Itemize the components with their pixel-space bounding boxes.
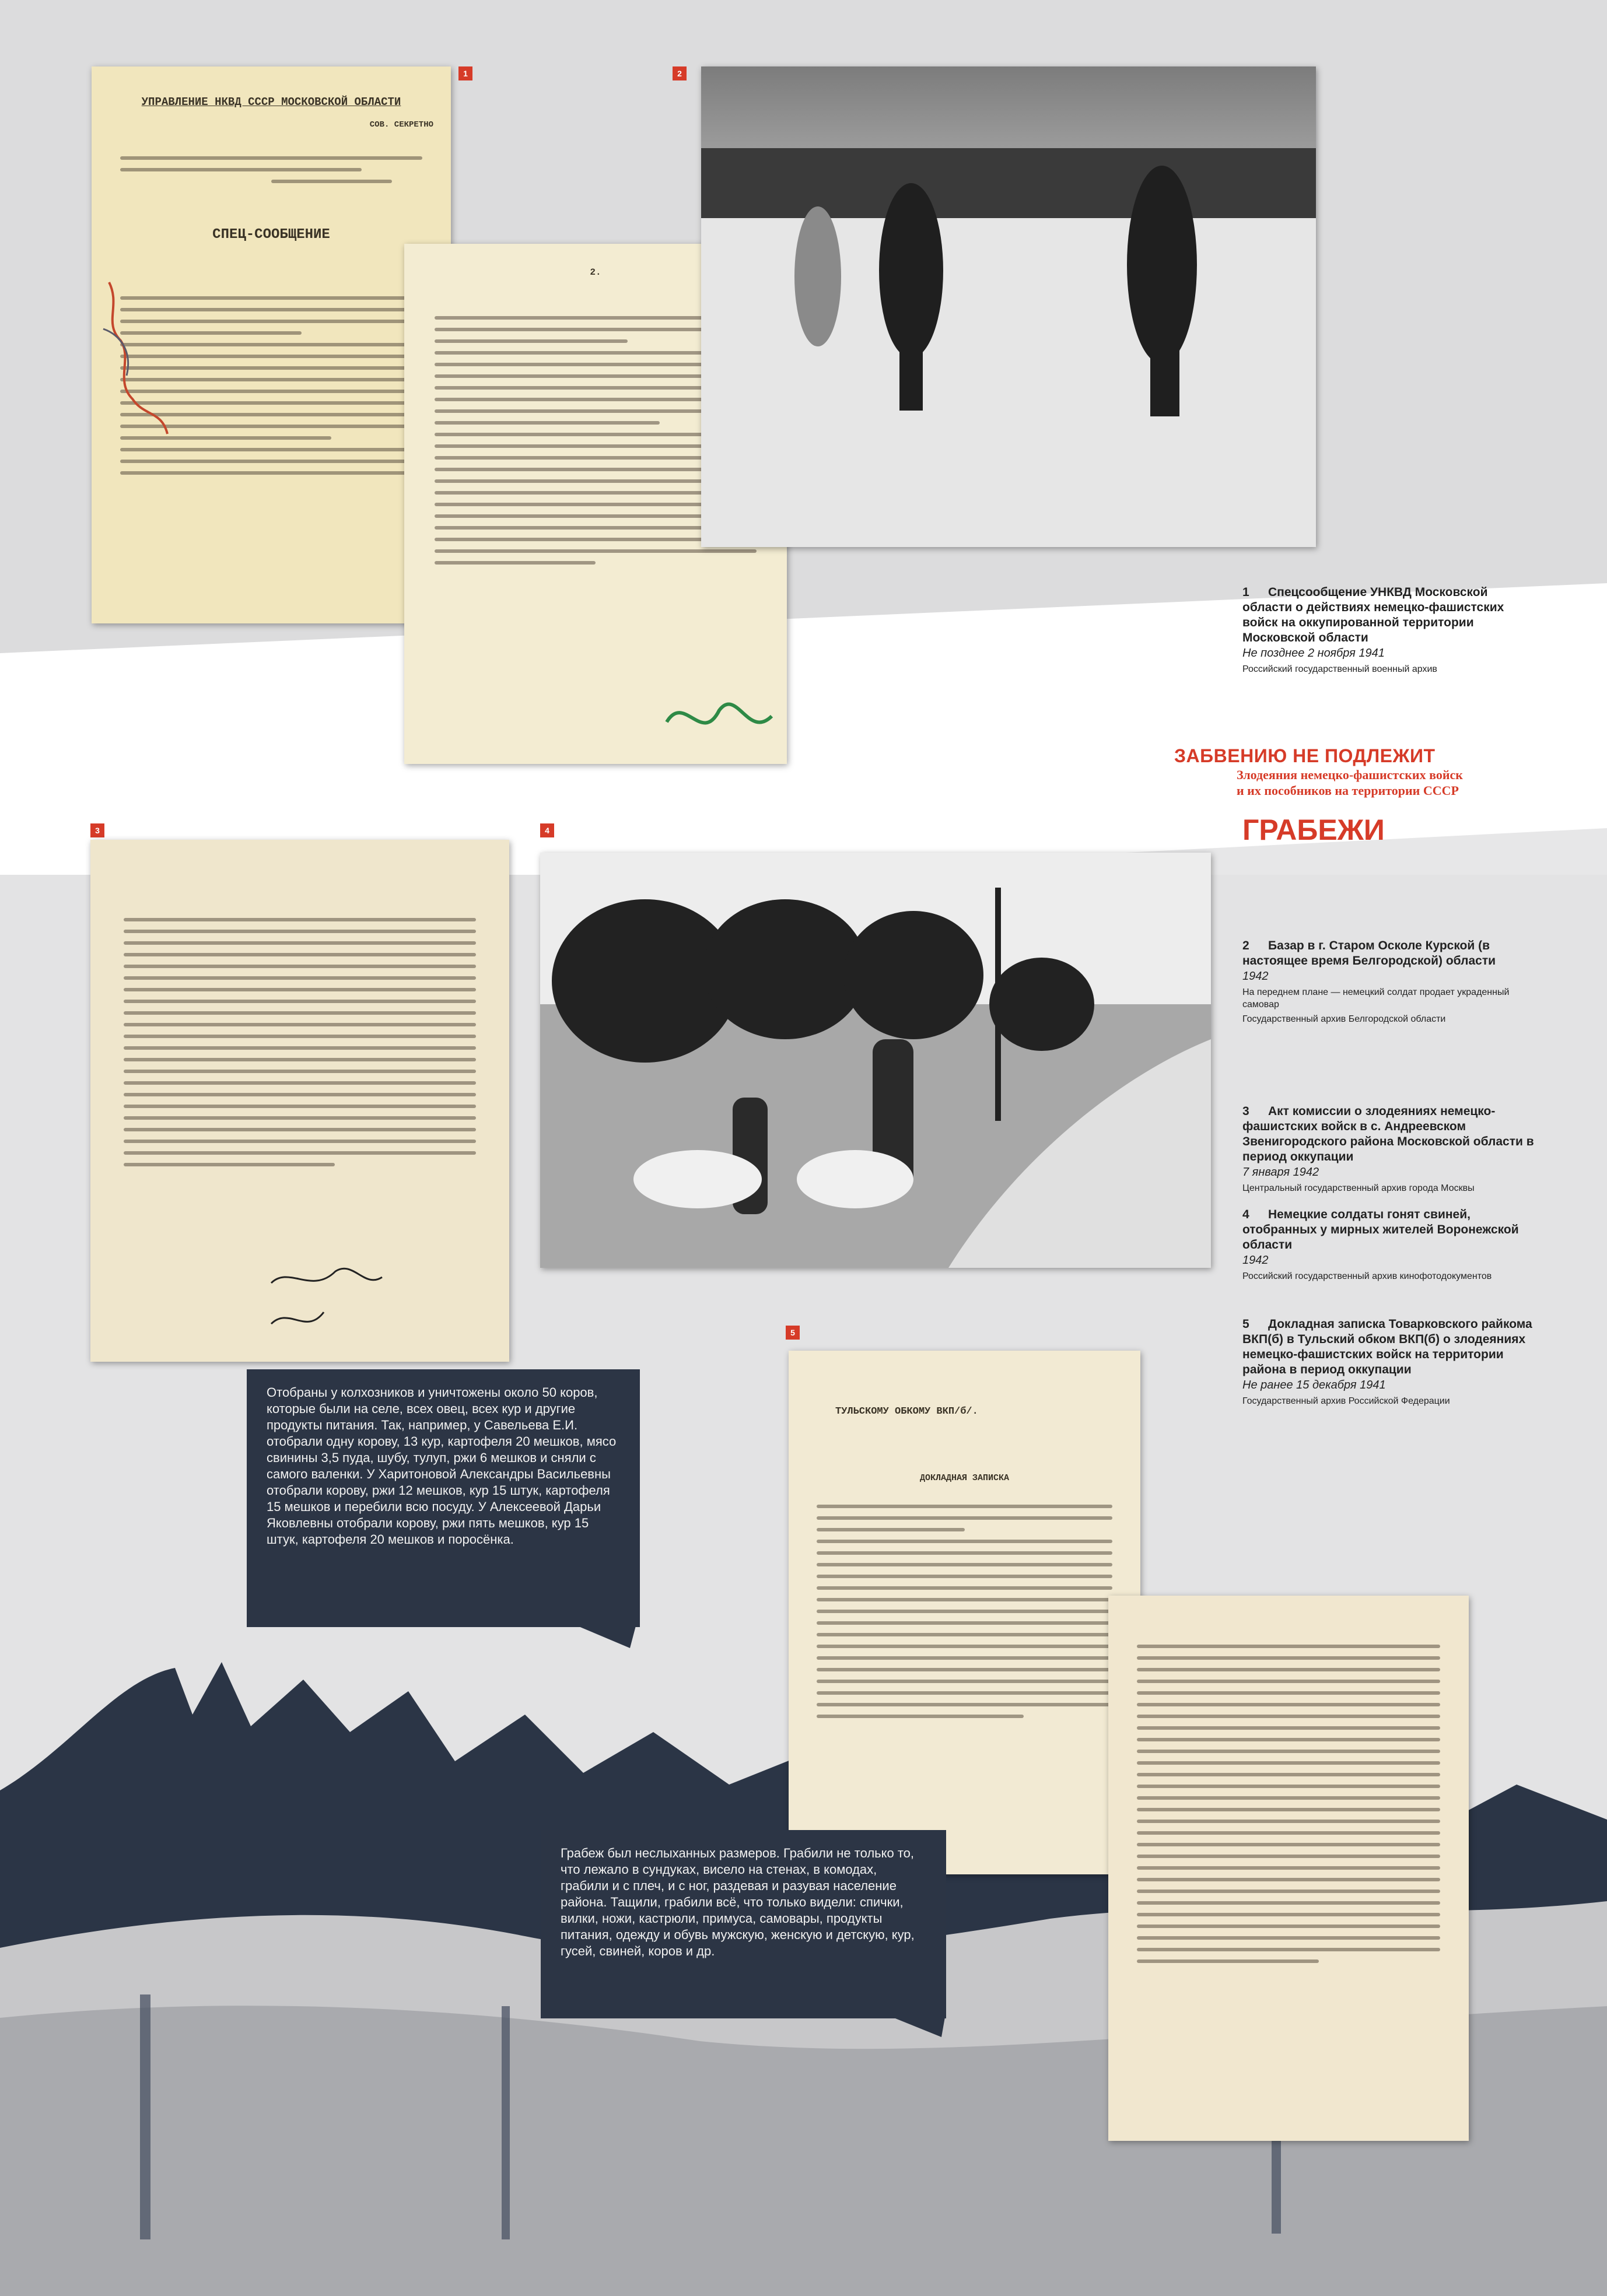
doc1-secret: СОВ. СЕКРЕТНО [369, 120, 433, 129]
caption-1-date: Не позднее 2 ноября 1941 [1242, 647, 1385, 660]
caption-5-source: Государственный архив Российской Федерации [1242, 1396, 1450, 1406]
marker-1: 1 [458, 66, 472, 80]
caption-5-date: Не ранее 15 декабря 1941 [1242, 1379, 1386, 1391]
caption-2-note: На переднем плане — немецкий солдат продает украденный самовар [1242, 987, 1510, 1009]
photo-soldiers-driving-pigs [540, 853, 1211, 1268]
signatures [265, 1260, 440, 1347]
caption-5-title: Докладная записка Товарковского райкома ВКП(б) в Тульский обком ВКП(б) о злодеяниях немецко-фашистских войск на территории района в период оккупации [1242, 1317, 1532, 1376]
marker-2: 2 [673, 66, 687, 80]
doc1-title: СПЕЦ-СООБЩЕНИЕ [212, 227, 330, 243]
caption-3-title: Акт комиссии о злодеяниях немецко-фашистских войск в с. Андреевском Звенигородского района Московской области в период оккупации [1242, 1105, 1534, 1163]
subtitle-line-1: Злодеяния немецко-фашистских войск [1237, 767, 1463, 782]
marker-4: 4 [540, 823, 554, 837]
quote-panel-2 [541, 1830, 946, 2018]
caption-4-title: Немецкие солдаты гонят свиней, отобранных у мирных жителей Воронежской области [1242, 1208, 1519, 1252]
handwritten-annotation [97, 271, 179, 446]
signature-green [661, 687, 778, 751]
caption-2: 2 Базар в г. Старом Осколе Курской (в настоящее время Белгородской) области 1942 На переднем плане — немецкий солдат продает украденный самовар Государственный архив Белгородской области [1242, 938, 1540, 1025]
caption-1-source: Российский государственный военный архив [1242, 664, 1437, 674]
kicker: ЗАБВЕНИЮ НЕ ПОДЛЕЖИТ [1174, 745, 1436, 766]
doc1b-page-number: 2. [590, 267, 601, 278]
caption-1: 1 Спецсообщение УНКВД Московской области о действиях немецко-фашистских войск на оккупированной территории Московской области Не позднее 2 ноября 1941 Российский государственный военный архив [1242, 585, 1540, 675]
caption-2-title: Базар в г. Старом Осколе Курской (в настоящее время Белгородской) области [1242, 939, 1496, 968]
quote-2-tail [892, 2017, 945, 2038]
caption-2-date: 1942 [1242, 970, 1269, 983]
marker-3: 3 [90, 823, 104, 837]
marker-5: 5 [786, 1326, 800, 1340]
quote-panel-1 [247, 1369, 640, 1627]
quote-1-tail [577, 1626, 636, 1649]
document-1-page-1 [92, 66, 451, 623]
caption-3-date: 7 января 1942 [1242, 1166, 1319, 1179]
caption-4: 4 Немецкие солдаты гонят свиней, отобранных у мирных жителей Воронежской области 1942 Российский государственный архив кинофотодокументов [1242, 1207, 1540, 1282]
caption-3-source: Центральный государственный архив города Москвы [1242, 1183, 1475, 1193]
document-5-report-page-1 [789, 1351, 1140, 1874]
quote-2-text: Грабеж был неслыханных размеров. Грабили не только то, что лежало в сундуках, висело на стенах, в комодах, грабили и с плеч, и с ног, раздевая и разувая население района. Тащили, грабили всё, что только видели: спички, вилки, ножи, кастрюли, примуса, самовары, продукты питания, одежду и обувь мужскую, женскую и детскую, кур, гусей, свиней, коров и др. [561, 1846, 915, 1958]
doc5-header: ТУЛЬСКОМУ ОБКОМУ ВКП/б/. [835, 1406, 978, 1417]
caption-4-source: Российский государственный архив кинофотодокументов [1242, 1271, 1492, 1281]
document-3-act [90, 840, 509, 1362]
section-title: ГРАБЕЖИ [1242, 814, 1385, 846]
subtitle-line-2: и их пособников на территории СССР [1237, 783, 1459, 798]
quote-1-text: Отобраны у колхозников и уничтожены около 50 коров, которые были на селе, всех овец, всех кур и другие продукты питания. Так, например, у Савельева Е.И. отобрали одну корову, 13 кур, картофеля 20 мешков, мясо свинины 3,5 пуда, шубу, тулуп, ржи 6 мешков и сняли с самого валенки. У Харитоновой Александры Васильевны отобрали корову, ржи 12 мешков, кур 15 штук, картофеля 15 мешков и перебили всю посуду. У Алексеевой Дарьи Яковлевны отобрали корову, ржи пять мешков, кур 15 штук, картофеля 20 мешков и поросёнка. [267, 1385, 617, 1547]
caption-4-date: 1942 [1242, 1254, 1269, 1267]
doc5-title: ДОКЛАДНАЯ ЗАПИСКА [919, 1473, 1010, 1483]
caption-1-title: Спецсообщение УНКВД Московской области о действиях немецко-фашистских войск на оккупированной территории Московской области [1242, 586, 1504, 644]
caption-3: 3 Акт комиссии о злодеяниях немецко-фашистских войск в с. Андреевском Звенигородского района Московской области в период оккупации 7 января 1942 Центральный государственный архив города Москвы [1242, 1104, 1540, 1194]
caption-2-source: Государственный архив Белгородской области [1242, 1014, 1446, 1024]
document-5-report-page-2 [1108, 1596, 1469, 2141]
doc1-header: УПРАВЛЕНИЕ НКВД СССР МОСКОВСКОЙ ОБЛАСТИ [141, 96, 401, 108]
photo-bazaar-stary-oskol [701, 66, 1316, 547]
caption-5: 5 Докладная записка Товарковского райкома ВКП(б) в Тульский обком ВКП(б) о злодеяниях немецко-фашистских войск на территории района в период оккупации Не ранее 15 декабря 1941 Государственный архив Российской Федерации [1242, 1317, 1540, 1407]
